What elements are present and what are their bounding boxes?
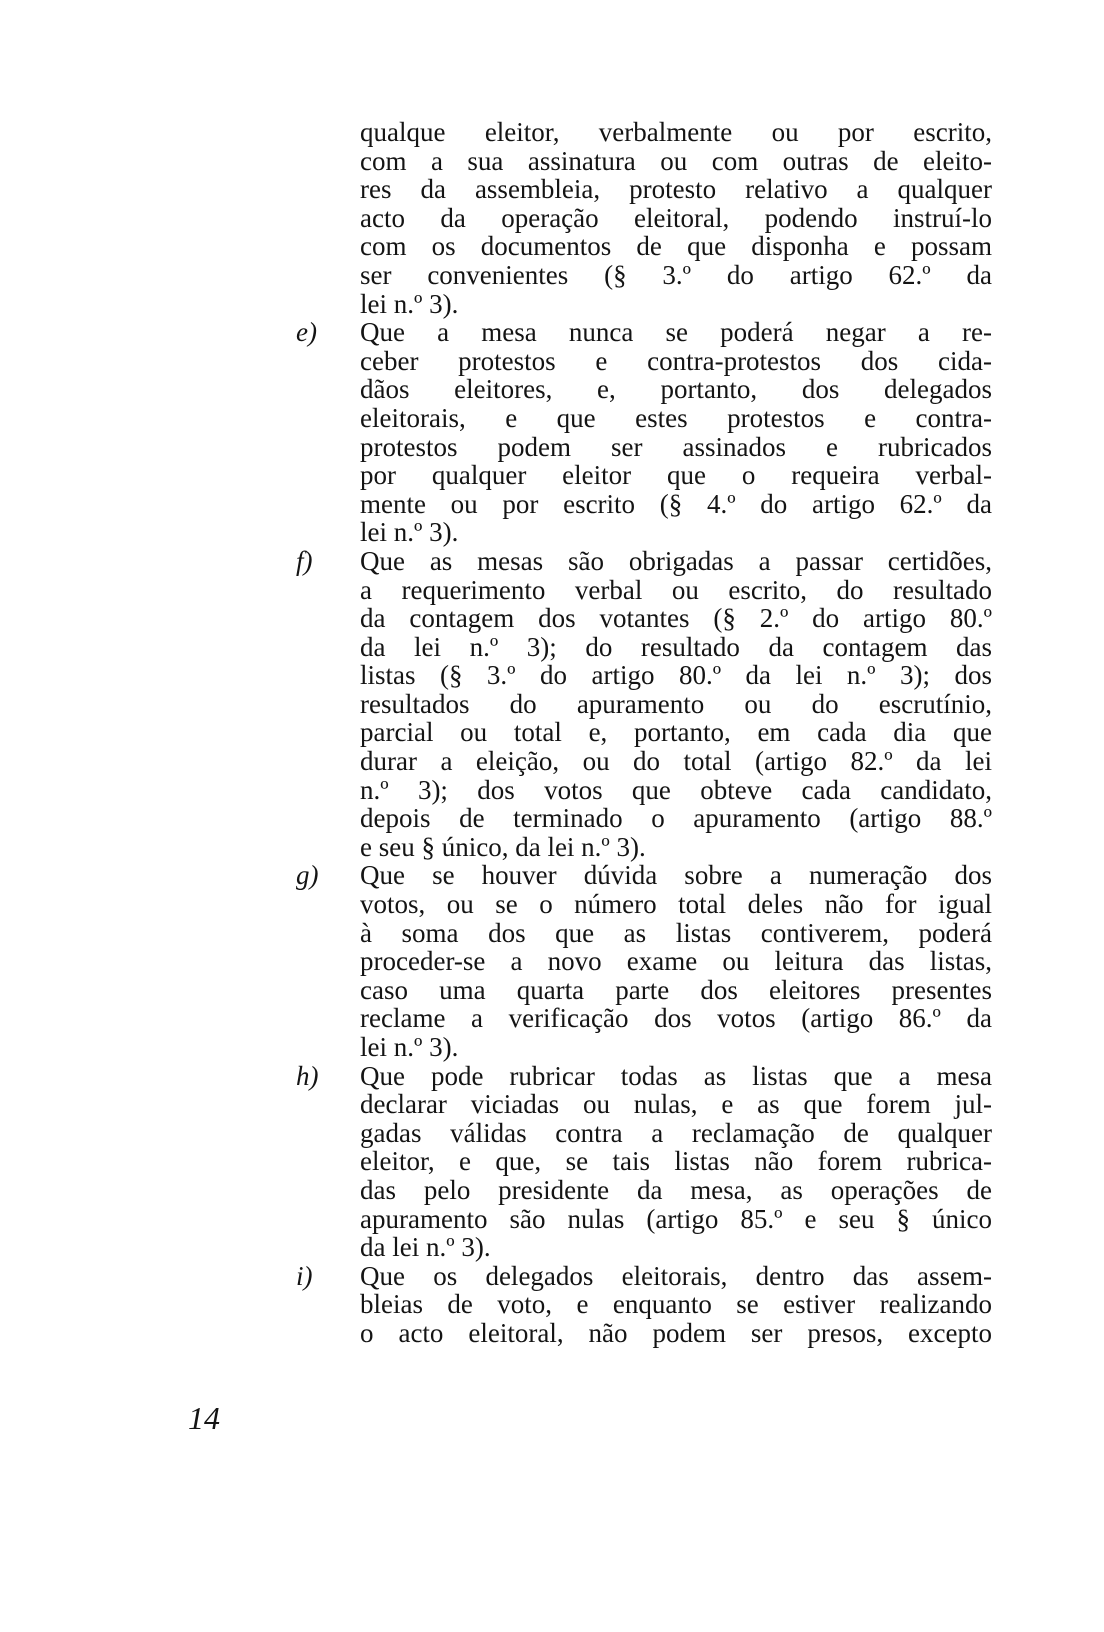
- text-line: Que a mesa nunca se poderá negar a re-: [360, 317, 992, 348]
- paragraph-i: [296, 1260, 992, 1348]
- text-line: lei n.º 3).: [360, 1032, 459, 1062]
- text-line: a requerimento verbal ou escrito, do resultado: [360, 574, 992, 605]
- text-line: votos, ou se o número total deles não for igual: [360, 889, 992, 920]
- text-line: por qualquer eleitor que o requeira verbal-: [360, 460, 992, 491]
- text-line: gadas válidas contra a reclamação de qualquer: [360, 1117, 992, 1148]
- list-marker: h): [296, 1060, 319, 1091]
- text-line: lei n.º 3).: [360, 517, 459, 548]
- text-line: depois de terminado o apuramento (artigo 88.º: [360, 803, 992, 834]
- text-line: apuramento são nulas (artigo 85.º e seu § único: [360, 1203, 992, 1234]
- text-line: das pelo presidente da mesa, as operações de: [360, 1174, 992, 1205]
- text-line: ceber protestos e contra-protestos dos cida-: [360, 345, 992, 376]
- paragraph-e: [296, 317, 992, 548]
- body-text: [296, 117, 992, 1348]
- text-line: bleias de voto, e enquanto se estiver realizando: [360, 1289, 992, 1320]
- text-line: n.º 3); dos votos que obteve cada candidato,: [360, 774, 992, 805]
- text-line: e seu § único, da lei n.º 3).: [360, 831, 646, 862]
- text-line: o acto eleitoral, não podem ser presos, excepto: [360, 1317, 992, 1348]
- text-line: eleitorais, e que estes protestos e contra-: [360, 402, 992, 433]
- text-line: à soma dos que as listas contiverem, poderá: [360, 917, 992, 948]
- text-line: com os documentos de que disponha e possam: [360, 231, 992, 262]
- text-line: proceder-se a novo exame ou leitura das listas,: [360, 946, 992, 977]
- list-marker: e): [296, 317, 317, 348]
- text-line: caso uma quarta parte dos eleitores presentes: [360, 974, 992, 1005]
- text-line: ser convenientes (§ 3.º do artigo 62.º da: [360, 259, 992, 290]
- text-line: lei n.º 3).: [360, 288, 459, 319]
- text-line: listas (§ 3.º do artigo 80.º da lei n.º 3); dos: [360, 660, 992, 691]
- list-marker: f): [296, 545, 313, 576]
- page-number: 14: [188, 1400, 220, 1436]
- text-line: Que as mesas são obrigadas a passar certidões,: [360, 545, 992, 576]
- text-line: durar a eleição, ou do total (artigo 82.º da lei: [360, 746, 992, 777]
- list-marker: i): [296, 1260, 313, 1291]
- text-line: Que os delegados eleitorais, dentro das assem-: [360, 1260, 992, 1291]
- text-line: da contagem dos votantes (§ 2.º do artigo 80.º: [360, 603, 992, 634]
- text-line: da lei n.º 3); do resultado da contagem das: [360, 631, 992, 662]
- paragraph-h: [296, 1060, 992, 1263]
- text-line: resultados do apuramento ou do escrutínio,: [360, 688, 992, 719]
- text-line: declarar viciadas ou nulas, e as que forem jul-: [360, 1089, 992, 1120]
- text-line: protestos podem ser assinados e rubricados: [360, 431, 992, 462]
- text-line: acto da operação eleitoral, podendo instruí-lo: [360, 202, 992, 233]
- paragraph-f: [296, 545, 992, 862]
- text-line: eleitor, e que, se tais listas não forem rubrica-: [360, 1146, 992, 1177]
- text-line: dãos eleitores, e, portanto, dos delegados: [360, 374, 992, 405]
- text-line: com a sua assinatura ou com outras de eleito-: [360, 145, 992, 176]
- text-line: Que se houver dúvida sobre a numeração dos: [360, 860, 992, 891]
- paragraph-g: [296, 860, 992, 1062]
- text-line: qualque eleitor, verbalmente ou por escrito,: [360, 117, 992, 147]
- text-line: res da assembleia, protesto relativo a qualquer: [360, 174, 992, 205]
- paragraph-continued: [360, 118, 992, 318]
- text-line: Que pode rubricar todas as listas que a mesa: [360, 1060, 992, 1091]
- text-line: mente ou por escrito (§ 4.º do artigo 62.º da: [360, 488, 992, 519]
- text-line: parcial ou total e, portanto, em cada dia que: [360, 717, 992, 748]
- text-line: reclame a verificação dos votos (artigo 86.º da: [360, 1003, 992, 1034]
- text-line: da lei n.º 3).: [360, 1232, 491, 1263]
- list-marker: g): [296, 860, 319, 891]
